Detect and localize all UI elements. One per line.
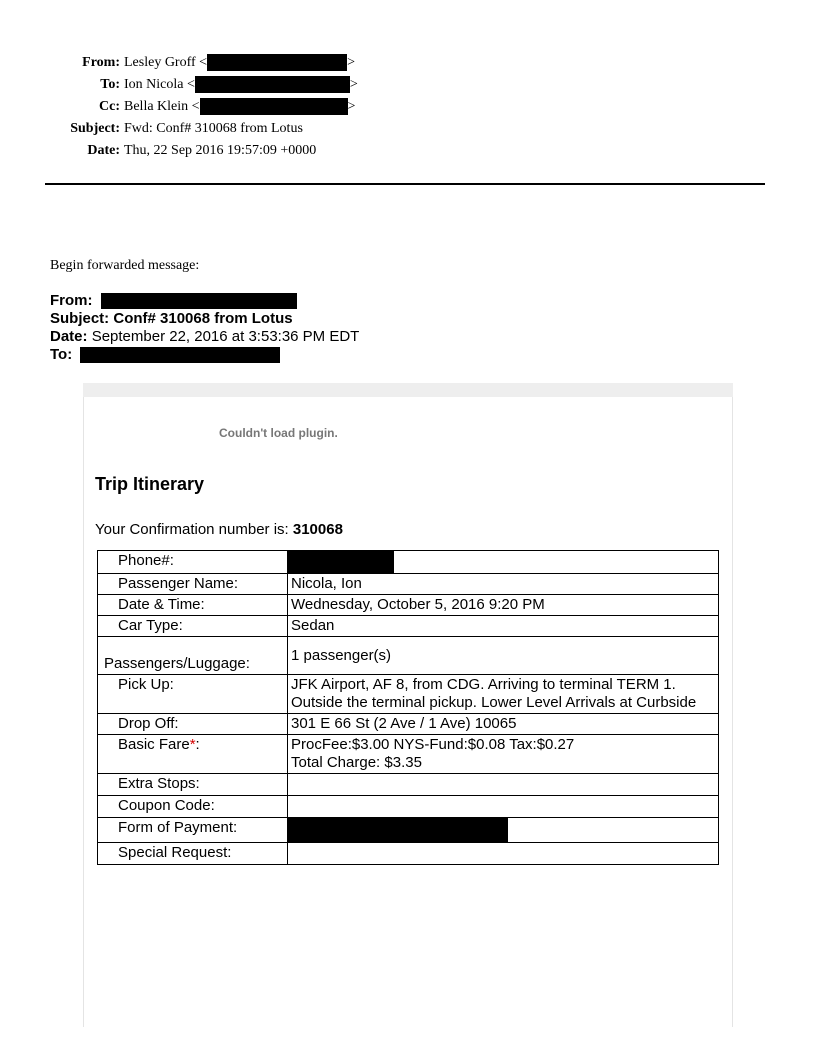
dropoff-value: 301 E 66 St (2 Ave / 1 Ave) 10065 — [288, 714, 719, 735]
fare-asterisk: * — [189, 736, 196, 753]
from-label: From: — [82, 55, 120, 70]
basic-fare-label — [98, 735, 288, 774]
pane-right-border — [732, 397, 733, 1027]
phone-label: Phone#: — [98, 551, 288, 574]
datetime-value: Wednesday, October 5, 2016 9:20 PM — [288, 595, 719, 616]
fwd-date-label: Date: — [50, 328, 88, 345]
fwd-date-row — [50, 328, 359, 346]
fwd-from-row — [50, 292, 359, 310]
fare-colon: : — [195, 736, 200, 753]
table-row — [98, 574, 719, 595]
redacted-phone — [288, 551, 394, 573]
redacted-payment — [288, 818, 508, 842]
pickup-label: Pick Up: — [98, 675, 288, 714]
from-name: Lesley Groff < — [124, 55, 208, 70]
payment-value — [288, 818, 719, 843]
table-row — [98, 675, 719, 714]
fwd-subject-value: Conf# 310068 from Lotus — [113, 310, 293, 327]
table-row — [98, 616, 719, 637]
confirmation-text: Your Confirmation number is: — [95, 521, 293, 538]
to-value — [124, 74, 358, 96]
table-row — [98, 843, 719, 865]
itinerary-table — [97, 550, 719, 865]
plugin-error-message: Couldn't load plugin. — [219, 426, 338, 440]
passenger-label: Passenger Name: — [98, 574, 288, 595]
phone-value — [288, 551, 719, 574]
to-name: Ion Nicola < — [124, 77, 195, 92]
fwd-subject-label: Subject: — [50, 310, 110, 327]
pane-top-bar — [83, 383, 733, 397]
fwd-date-value: September 22, 2016 at 3:53:36 PM EDT — [91, 328, 360, 345]
datetime-label: Date & Time: — [98, 595, 288, 616]
forward-intro: Begin forwarded message: — [50, 258, 200, 273]
subject-value: Fwd: Conf# 310068 from Lotus — [124, 121, 303, 136]
table-row — [98, 818, 719, 843]
passenger-value: Nicola, Ion — [288, 574, 719, 595]
extra-stops-label: Extra Stops: — [98, 774, 288, 796]
redacted-sender — [101, 293, 297, 309]
special-request-label: Special Request: — [98, 843, 288, 865]
pickup-value — [288, 675, 719, 714]
subject-label: Subject: — [70, 121, 120, 136]
date-value: Thu, 22 Sep 2016 19:57:09 +0000 — [124, 143, 317, 158]
passengers-luggage-value: 1 passenger(s) — [288, 637, 719, 675]
trip-itinerary-title: Trip Itinerary — [95, 474, 205, 494]
fare-line-2: Total Charge: $3.35 — [291, 754, 422, 771]
pickup-line-2: Outside the terminal pickup. Lower Level Arrivals at Curbside — [291, 694, 697, 711]
table-row — [98, 774, 719, 796]
coupon-code-value — [288, 796, 719, 818]
fwd-to-row — [50, 346, 359, 364]
basic-fare-value — [288, 735, 719, 774]
confirmation-number: 310068 — [292, 521, 343, 538]
table-row — [98, 796, 719, 818]
fwd-subject-row — [50, 310, 359, 328]
extra-stops-value — [288, 774, 719, 796]
fare-label-text: Basic Fare — [118, 736, 190, 753]
cc-label: Cc: — [99, 99, 120, 114]
cc-value — [124, 96, 355, 118]
header-divider — [45, 183, 765, 185]
redacted-email — [200, 98, 348, 115]
cc-close: > — [347, 99, 356, 114]
dropoff-label: Drop Off: — [98, 714, 288, 735]
forwarded-header — [50, 292, 359, 364]
cartype-label: Car Type: — [98, 616, 288, 637]
redacted-recipient — [80, 347, 280, 363]
date-label: Date: — [87, 143, 120, 158]
table-row — [98, 637, 719, 675]
from-value — [124, 52, 355, 74]
pane-left-border — [83, 397, 84, 1027]
coupon-code-label: Coupon Code: — [98, 796, 288, 818]
cartype-value: Sedan — [288, 616, 719, 637]
table-row — [98, 735, 719, 774]
special-request-value — [288, 843, 719, 865]
to-label: To: — [100, 77, 120, 92]
fwd-to-label: To: — [50, 346, 73, 363]
pickup-line-1: JFK Airport, AF 8, from CDG. Arriving to terminal TERM 1. — [291, 676, 676, 693]
confirmation-line — [95, 521, 343, 538]
payment-label: Form of Payment: — [98, 818, 288, 843]
passengers-luggage-label: Passengers/Luggage: — [98, 637, 288, 675]
fare-line-1: ProcFee:$3.00 NYS-Fund:$0.08 Tax:$0.27 — [291, 736, 575, 753]
to-close: > — [349, 77, 358, 92]
table-row — [98, 551, 719, 574]
from-close: > — [347, 55, 355, 70]
redacted-email — [195, 76, 350, 93]
table-row — [98, 595, 719, 616]
fwd-from-label: From: — [50, 292, 93, 309]
cc-name: Bella Klein < — [124, 99, 200, 114]
table-row — [98, 714, 719, 735]
redacted-email — [207, 54, 347, 71]
